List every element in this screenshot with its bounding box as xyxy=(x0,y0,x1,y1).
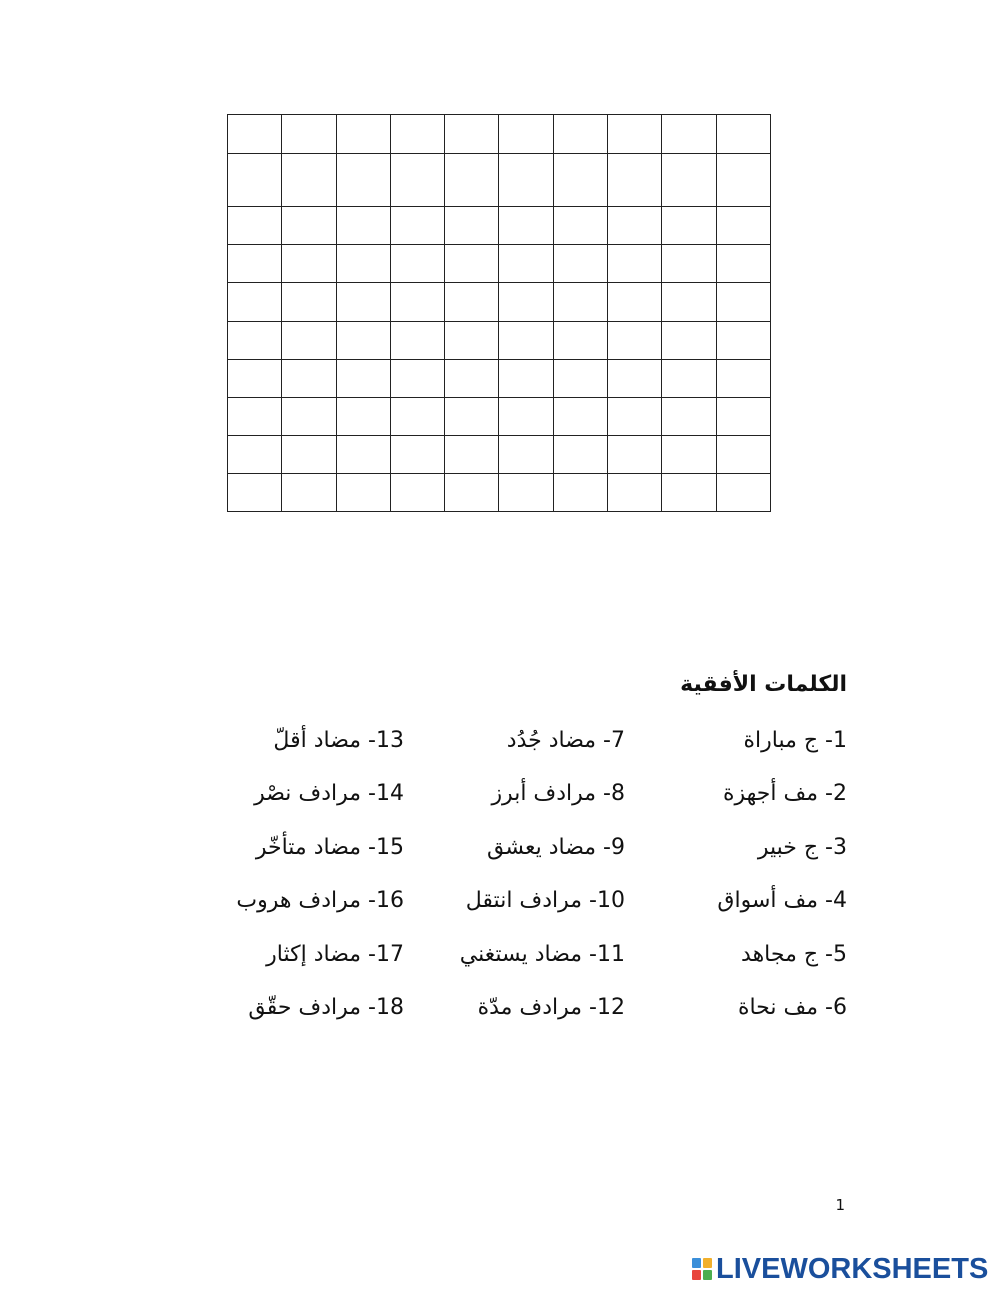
clue-2: 2- مف أجهزة xyxy=(723,781,847,807)
liveworksheets-logo-icon xyxy=(692,1258,712,1280)
grid-cell[interactable] xyxy=(228,321,282,359)
clue-4: 4- مف أسواق xyxy=(717,888,847,914)
grid-cell[interactable] xyxy=(662,283,716,321)
grid-row xyxy=(228,154,771,207)
clue-12: 12- مرادف مدّة xyxy=(477,994,625,1020)
grid-cell[interactable] xyxy=(390,473,444,511)
grid-cell[interactable] xyxy=(608,435,662,473)
grid-cell[interactable] xyxy=(336,283,390,321)
grid-cell[interactable] xyxy=(336,473,390,511)
grid-cell[interactable] xyxy=(282,397,336,435)
grid-cell[interactable] xyxy=(662,359,716,397)
grid-cell[interactable] xyxy=(390,245,444,283)
grid-cell[interactable] xyxy=(608,321,662,359)
clue-7: 7- مضاد جُدُد xyxy=(506,728,625,753)
grid-cell[interactable] xyxy=(336,245,390,283)
grid-cell[interactable] xyxy=(445,283,499,321)
grid-cell[interactable] xyxy=(662,115,716,154)
grid-cell[interactable] xyxy=(282,154,336,207)
grid-cell[interactable] xyxy=(553,321,607,359)
grid-cell[interactable] xyxy=(228,154,282,207)
clue-10: 10- مرادف انتقل xyxy=(465,888,625,914)
grid-cell[interactable] xyxy=(228,283,282,321)
grid-cell[interactable] xyxy=(499,359,553,397)
grid-cell[interactable] xyxy=(282,435,336,473)
grid-cell[interactable] xyxy=(445,245,499,283)
grid-cell[interactable] xyxy=(662,473,716,511)
grid-cell[interactable] xyxy=(716,359,770,397)
grid-cell[interactable] xyxy=(499,207,553,245)
grid-cell[interactable] xyxy=(553,245,607,283)
grid-cell[interactable] xyxy=(499,245,553,283)
grid-cell[interactable] xyxy=(228,435,282,473)
grid-cell[interactable] xyxy=(499,473,553,511)
grid-cell[interactable] xyxy=(716,473,770,511)
grid-row xyxy=(228,115,771,154)
logo-square-red xyxy=(692,1270,701,1280)
grid-cell[interactable] xyxy=(608,359,662,397)
grid-row xyxy=(228,359,771,397)
grid-cell[interactable] xyxy=(445,397,499,435)
grid-cell[interactable] xyxy=(336,435,390,473)
grid-cell[interactable] xyxy=(390,359,444,397)
grid-cell[interactable] xyxy=(608,283,662,321)
grid-cell[interactable] xyxy=(553,397,607,435)
grid-cell[interactable] xyxy=(499,435,553,473)
grid-cell[interactable] xyxy=(336,207,390,245)
grid-cell[interactable] xyxy=(228,115,282,154)
grid-cell[interactable] xyxy=(608,115,662,154)
grid-cell[interactable] xyxy=(390,397,444,435)
grid-cell[interactable] xyxy=(282,245,336,283)
grid-cell[interactable] xyxy=(553,435,607,473)
grid-cell[interactable] xyxy=(553,283,607,321)
grid-row xyxy=(228,397,771,435)
grid-cell[interactable] xyxy=(716,154,770,207)
grid-cell[interactable] xyxy=(608,207,662,245)
grid-row xyxy=(228,207,771,245)
page-number: 1 xyxy=(835,1196,845,1214)
grid-cell[interactable] xyxy=(716,115,770,154)
grid-cell[interactable] xyxy=(336,359,390,397)
grid-cell[interactable] xyxy=(390,154,444,207)
grid-cell[interactable] xyxy=(499,397,553,435)
grid-cell[interactable] xyxy=(662,397,716,435)
grid-cell[interactable] xyxy=(553,154,607,207)
clue-17: 17- مضاد إكثار xyxy=(266,941,404,967)
clue-15: 15- مضاد متأخّر xyxy=(255,834,404,860)
brand-name: LIVEWORKSHEETS xyxy=(716,1252,989,1285)
clue-8: 8- مرادف أبرز xyxy=(491,781,625,807)
grid-cell[interactable] xyxy=(662,435,716,473)
clue-column-3 xyxy=(236,724,404,1044)
liveworksheets-logo xyxy=(692,1253,988,1285)
grid-cell[interactable] xyxy=(445,435,499,473)
grid-cell[interactable] xyxy=(662,245,716,283)
crossword-grid xyxy=(227,114,771,512)
grid-cell[interactable] xyxy=(282,321,336,359)
grid-cell[interactable] xyxy=(282,283,336,321)
grid-cell[interactable] xyxy=(608,397,662,435)
grid-cell[interactable] xyxy=(608,154,662,207)
clue-5: 5- ج مجاهد xyxy=(741,941,847,967)
grid-row xyxy=(228,473,771,511)
grid-cell[interactable] xyxy=(716,397,770,435)
grid-row xyxy=(228,321,771,359)
grid-cell[interactable] xyxy=(390,435,444,473)
grid-cell[interactable] xyxy=(499,283,553,321)
grid-cell[interactable] xyxy=(553,473,607,511)
grid-cell[interactable] xyxy=(716,283,770,321)
grid-cell[interactable] xyxy=(336,321,390,359)
clue-18: 18- مرادف حقّق xyxy=(248,994,404,1020)
grid-cell[interactable] xyxy=(228,245,282,283)
grid-cell[interactable] xyxy=(499,154,553,207)
grid-cell[interactable] xyxy=(662,154,716,207)
grid-cell[interactable] xyxy=(390,115,444,154)
grid-cell[interactable] xyxy=(228,397,282,435)
grid-cell[interactable] xyxy=(282,473,336,511)
grid-row xyxy=(228,283,771,321)
logo-square-yellow xyxy=(703,1258,712,1268)
grid-cell[interactable] xyxy=(499,321,553,359)
logo-square-green xyxy=(703,1270,712,1280)
clue-6: 6- مف نحاة xyxy=(737,994,847,1020)
grid-cell[interactable] xyxy=(716,435,770,473)
grid-cell[interactable] xyxy=(282,207,336,245)
grid-cell[interactable] xyxy=(445,473,499,511)
grid-cell[interactable] xyxy=(716,207,770,245)
grid-cell[interactable] xyxy=(608,473,662,511)
grid-cell[interactable] xyxy=(499,115,553,154)
grid-cell[interactable] xyxy=(282,115,336,154)
grid-cell[interactable] xyxy=(553,359,607,397)
grid-cell[interactable] xyxy=(445,321,499,359)
grid-cell[interactable] xyxy=(228,473,282,511)
grid-cell[interactable] xyxy=(228,207,282,245)
clue-14: 14- مرادف نصْر xyxy=(254,781,404,807)
grid-cell[interactable] xyxy=(445,115,499,154)
grid-cell[interactable] xyxy=(662,321,716,359)
clue-11: 11- مضاد يستغني xyxy=(459,941,625,967)
clue-1: 1- ج مباراة xyxy=(743,728,847,753)
grid-cell[interactable] xyxy=(390,207,444,245)
grid-cell[interactable] xyxy=(445,359,499,397)
grid-cell[interactable] xyxy=(716,245,770,283)
grid-row xyxy=(228,245,771,283)
grid-cell[interactable] xyxy=(336,115,390,154)
grid-cell[interactable] xyxy=(390,321,444,359)
grid-cell[interactable] xyxy=(445,154,499,207)
grid-cell[interactable] xyxy=(390,283,444,321)
grid-cell[interactable] xyxy=(228,359,282,397)
clue-16: 16- مرادف هروب xyxy=(236,888,404,914)
horizontal-words-title: الكلمات الأفقية xyxy=(680,672,847,697)
clue-column-2 xyxy=(460,724,625,1044)
grid-cell[interactable] xyxy=(445,207,499,245)
grid-cell[interactable] xyxy=(608,245,662,283)
clue-3: 3- ج خبير xyxy=(757,834,847,860)
grid-cell[interactable] xyxy=(336,154,390,207)
grid-row xyxy=(228,435,771,473)
grid-cell[interactable] xyxy=(716,321,770,359)
grid-cell[interactable] xyxy=(662,207,716,245)
grid-cell[interactable] xyxy=(336,397,390,435)
grid-cell[interactable] xyxy=(553,207,607,245)
clue-9: 9- مضاد يعشق xyxy=(487,834,625,860)
grid-cell[interactable] xyxy=(553,115,607,154)
grid-cell[interactable] xyxy=(282,359,336,397)
clue-column-1 xyxy=(717,724,847,1044)
clue-13: 13- مضاد أقلّ xyxy=(273,728,404,753)
logo-square-blue xyxy=(692,1258,701,1268)
